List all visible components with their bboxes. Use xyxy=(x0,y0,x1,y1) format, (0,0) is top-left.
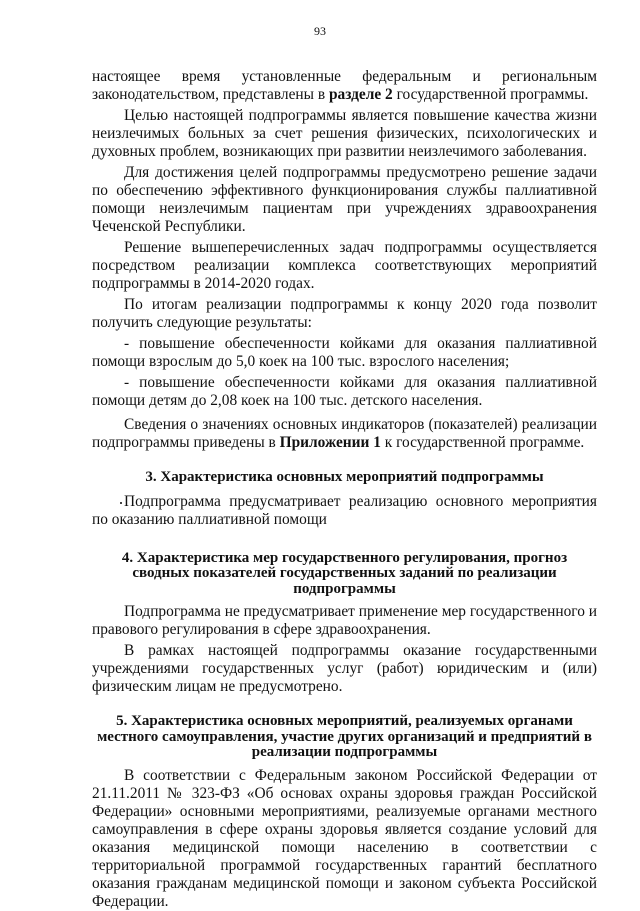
page-number: 93 xyxy=(314,24,326,38)
paragraph-intro-text: настоящее время установленные федеральным и региональным законодательством, представлены в xyxy=(92,68,597,103)
paragraph-solution: Решение вышеперечисленных задач подпрограммы осуществляется посредством реализации комплекса соответствующих мероприятий подпрограммы в 2014-2020 годах. xyxy=(92,239,597,292)
paragraph-intro-tail: государственной программы. xyxy=(396,86,589,103)
page-body xyxy=(92,68,597,911)
result-item-children: - повышение обеспеченности койками для оказания паллиативной помощи детям до 2,08 коек на 100 тыс. детского населения. xyxy=(92,374,597,409)
appendix-1-reference: Приложении 1 xyxy=(279,434,381,451)
paragraph-section-5: В соответствии с Федеральным законом Российской Федерации от 21.11.2011 № 323-ФЗ «Об основах охраны здоровья граждан Российской Федерации» основными мероприятиями, реализуемые органами местного самоуправления в сфере охраны здоровья является создание условий для оказания медицинской помощи населению в соответствии с территориальной программой государственных гарантий бесплатного оказания гражданам медицинской помощи и законом субъекта Российской Федерации. xyxy=(92,766,597,910)
paragraph-goal: Целью настоящей подпрограммы является повышение качества жизни неизлечимых больных за счет решения физических, психологических и духовных проблем, возникающих при развитии неизлечимого заболевания. xyxy=(92,107,597,160)
result-item-adults: - повышение обеспеченности койками для оказания паллиативной помощи взрослым до 5,0 коек на 100 тыс. взрослого населения; xyxy=(92,335,597,370)
paragraph-section-3: Подпрограмма предусматривает реализацию основного мероприятия по оказанию паллиативной помощи xyxy=(92,492,597,528)
paragraph-indicators-tail: к государственной программе. xyxy=(384,434,585,451)
paragraph-intro xyxy=(92,68,597,104)
paragraph-indicators xyxy=(92,416,597,452)
paragraph-section-4-a: Подпрограмма не предусматривает применение мер государственного и правового регулирования в сфере здравоохранения. xyxy=(92,603,597,638)
paragraph-section-4-b: В рамках настоящей подпрограммы оказание государственными учреждениями государственных услуг (работ) юридическим и (или) физическим лицам не предусмотрено. xyxy=(92,642,597,695)
paragraph-results-intro: По итогам реализации подпрограммы к концу 2020 года позволит получить следующие результаты: xyxy=(92,296,597,331)
section-3-heading: 3. Характеристика основных мероприятий подпрограммы xyxy=(145,469,544,485)
paragraph-indicators-text: Сведения о значениях основных индикаторов (показателей) реализации подпрограммы приведены в xyxy=(92,416,597,451)
section-4-heading: 4. Характеристика мер государственного регулирования, прогноз сводных показателей государственных заданий по реализации подпрограммы xyxy=(121,549,568,597)
paragraph-task: Для достижения целей подпрограммы предусмотрено решение задачи по обеспечению эффективного функционирования службы паллиативной помощи неизлечимым пациентам при учреждениях здравоохранения Чеченской Республики. xyxy=(92,164,597,235)
section-2-reference: разделе 2 xyxy=(328,86,393,103)
section-5-heading: 5. Характеристика основных мероприятий, реализуемых органами местного самоуправления, участие других организаций и предприятий в реализации подпрограммы xyxy=(97,713,592,760)
